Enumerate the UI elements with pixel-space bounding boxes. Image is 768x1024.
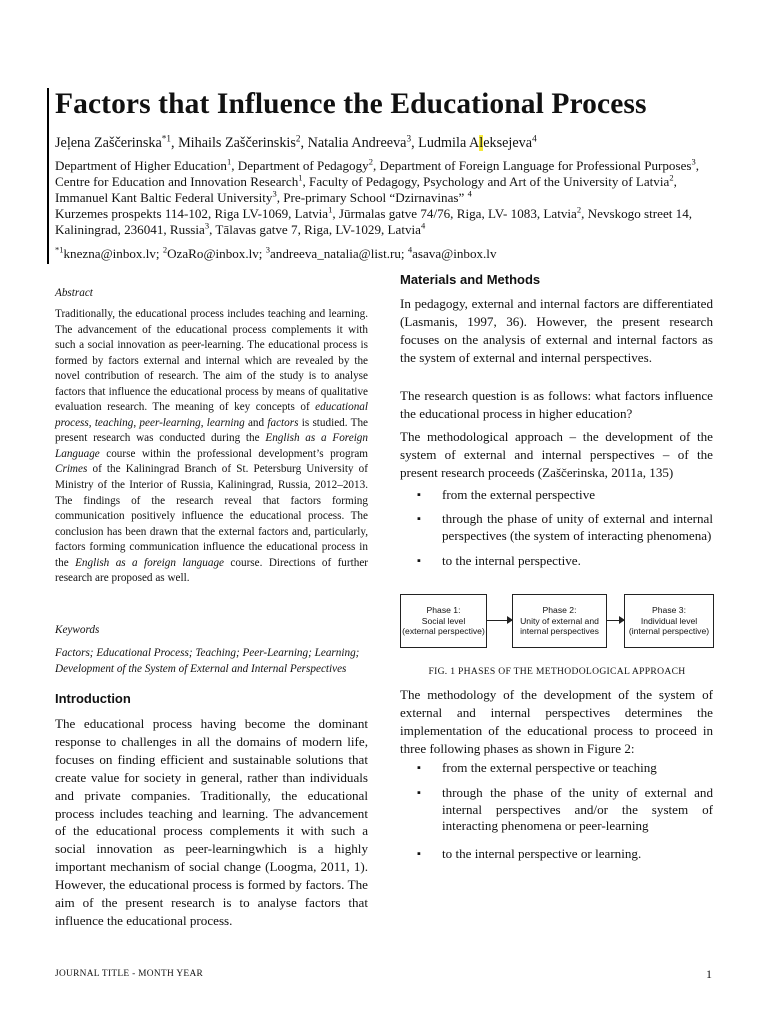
list-item: ▪ through the phase of unity of external and internal perspectives (the system of interacting phenomena): [400, 511, 713, 545]
keywords-heading: Keywords: [55, 624, 100, 636]
author-4: Ludmila Aleksejeva$^4$: [418, 133, 537, 151]
email-link[interactable]: andreeva_natalia@list.ru;: [269, 246, 408, 261]
abstract-run: is studied. The present research was conducted during the: [55, 416, 369, 445]
list-item: ▪ from the external perspective: [400, 487, 713, 504]
abstract-run: ,: [88, 416, 95, 429]
affiliations: [55, 158, 715, 238]
methods-heading: Materials and Methods: [400, 272, 541, 287]
email-link[interactable]: asava@inbox.lv: [412, 246, 497, 261]
abstract-run: course. Directions of further research are proposed as well.: [55, 556, 369, 585]
phase-list-1: [400, 487, 713, 577]
abstract-run: of the Kaliningrad Branch of St. Petersburg University of Ministry of the Interior of Russia, Kaliningrad, Russia, 2012–2013. The findings of the research reveal that factors forming communication positively influence the educational process. The conclusion has been drawn that the external factors and, particularly, factors forming communication influence the educational process in the: [55, 463, 368, 569]
emphasized-term: teaching: [94, 416, 134, 429]
highlighted-text: l: [479, 135, 484, 151]
list-item: ▪ through the phase of the unity of external and internal perspectives and/or the system of interacting phenomena or peer-learning: [400, 785, 713, 835]
affiliation-departments: Department of Higher Education$^1$, Department of Pedagogy$^2$, Department of Foreign Language for Professional Purposes$^3$, Centre for Education and Innovation Research$^1$, Faculty of Pedagogy, Psychology and Art of the University of Latvia$^2$, Immanuel Kant Baltic Federal University$^3$, Pre-primary School “Dzirnavinas” $^4$: [55, 156, 700, 205]
author-2: Mihails Zaščerinskis$^2$,: [178, 133, 308, 151]
author-3: Natalia Andreeva$^3$,: [307, 133, 419, 151]
methods-paragraph-3: The methodological approach – the development of the system of external and internal perspectives – of the present research proceeds (Zaščerinska, 2011a, 135): [400, 429, 713, 480]
introduction-text: The educational process having become the dominant response to challenges in all the domains of modern life, focuses on finding efficient and sustainable solutions that create value for society in general, rather than individuals and private companies. Traditionally, the educational process includes teaching and learning. The advancement of the educational process complements it with such a social innovation as peer-learningwhich is a highly important mechanism of social change (Loogma, 2011, 1). However, the educational process is formed by factors. The aim of the present research is to analyse factors that influence the educational process.: [55, 716, 368, 928]
abstract-run: Traditionally, the educational process includes teaching and learning. The advancement of the educational process complements it with such a social innovation as peer-learning. The educational process is formed by factors external and internal which are revealed by the novel contribution of research. The aim of the study is to analyse factors that influence the educational process by means of qualitative evaluation research. The meaning of key concepts of: [55, 308, 368, 414]
emphasized-term: factors: [267, 416, 299, 429]
journal-footer: JOURNAL TITLE - MONTH YEAR: [55, 969, 204, 979]
email-link[interactable]: knezna@inbox.lv;: [63, 246, 163, 261]
email-link[interactable]: OzaRo@inbox.lv;: [167, 246, 266, 261]
figure-caption: FIG. 1 PHASES OF THE METHODOLOGICAL APPROACH: [428, 666, 686, 677]
arrow-icon: [607, 620, 624, 621]
keywords-text: Factors; Educational Process; Teaching; Peer-Learning; Learning; Development of the System of External and Internal Perspectives: [55, 647, 360, 675]
emphasized-term: educational process: [55, 401, 368, 429]
author-line: [55, 135, 537, 152]
paper-title: Factors that Influence the Educational Process: [55, 88, 647, 120]
emphasized-term: learning: [206, 416, 245, 429]
list-item: ▪ to the internal perspective.: [400, 553, 713, 570]
margin-bar: [47, 88, 49, 264]
emphasized-term: English as a foreign language: [75, 556, 225, 569]
author-1: Jeļena Zaščerinska$^{*1}$,: [55, 133, 179, 151]
phase-box-3: Phase 3: Individual level (internal perspective): [624, 594, 714, 648]
abstract-run: course within the professional development’s program: [99, 447, 368, 460]
abstract-run: and: [244, 416, 268, 429]
emphasized-term: English as a Foreign Language: [55, 432, 368, 460]
abstract-run: ,: [200, 416, 207, 429]
list-item: ▪ from the external perspective or teaching: [400, 760, 713, 777]
phase-box-2: Phase 2: Unity of external and internal perspectives: [512, 594, 607, 648]
introduction-heading: Introduction: [55, 691, 131, 706]
emphasized-term: peer-learning: [139, 416, 201, 429]
list-item: ▪ to the internal perspective or learning.: [400, 846, 713, 863]
abstract-heading: Abstract: [55, 287, 93, 299]
phase-box-1: Phase 1: Social level (external perspective): [400, 594, 487, 648]
methods-paragraph-4: The methodology of the development of the system of external and internal perspectives determines the implementation of the educational process to proceed in three following phases as shown in Figure 2:: [400, 687, 713, 756]
abstract-text: [55, 307, 368, 587]
affiliation-addresses: Kurzemes prospekts 114-102, Riga LV-1069, Latvia$^1$, Jūrmalas gatve 74/76, Riga, LV- 1083, Latvia$^2$, Nevskogo street 14, Kaliningrad, 236041, Russia$^3$, Tālavas gatve 7, Riga, LV-1029, Latvia$^4$: [55, 204, 693, 237]
arrow-icon: [487, 620, 512, 621]
methodology-figure: [400, 594, 714, 650]
author-emails: $^{*1}$knezna@inbox.lv; $^2$OzaRo@inbox.lv; $^3$andreeva_natalia@list.ru; $^4$asava@inbox.lv: [55, 244, 497, 261]
methods-paragraph-1: In pedagogy, external and internal factors are differentiated (Lasmanis, 1997, 36). However, the present research focuses on the analysis of external and internal factors as the system of external and internal perspectives.: [400, 296, 713, 365]
page-number: 1: [706, 967, 712, 981]
phase-list-2: [400, 760, 713, 870]
methods-paragraph-2: The research question is as follows: what factors influence the educational process in higher education?: [400, 388, 713, 421]
abstract-run: ,: [133, 416, 140, 429]
emphasized-term: Crimes: [55, 463, 88, 476]
